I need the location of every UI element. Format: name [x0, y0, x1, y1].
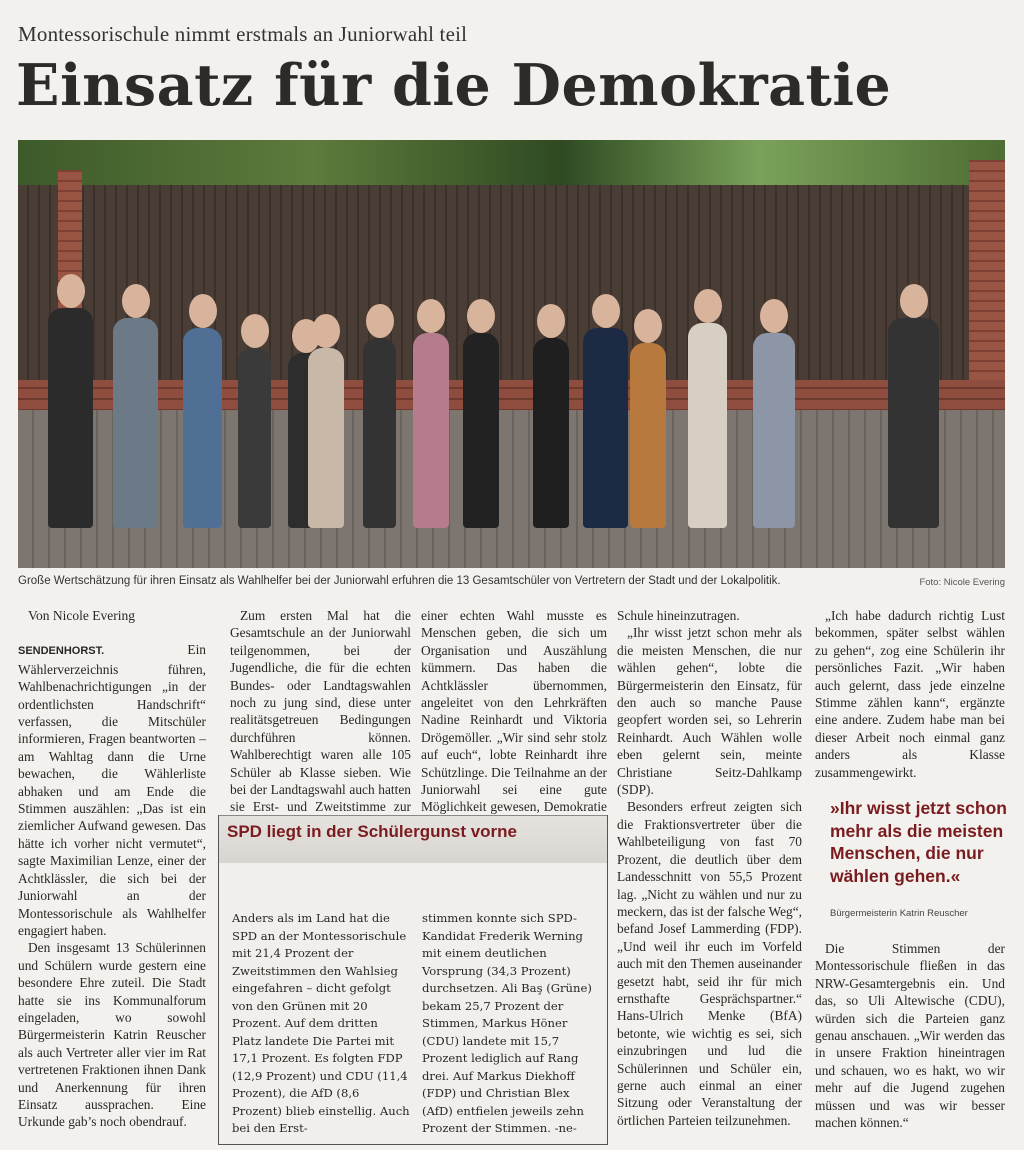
pull-quote-attribution: Bürgermeisterin Katrin Reuscher	[830, 908, 968, 919]
photo-person-head	[592, 294, 620, 328]
pull-quote: »Ihr wisst jetzt schon mehr als die meisten Menschen, die nur wählen gehen.«	[830, 798, 1007, 886]
infobox-title: SPD liegt in der Schülergunst vorne	[219, 815, 607, 863]
photo-person-head	[366, 304, 394, 338]
photo-person	[238, 348, 271, 528]
paragraph	[18, 641, 206, 939]
photo-person-head	[537, 304, 565, 338]
photo-person	[688, 323, 727, 528]
article-column-3	[421, 607, 607, 817]
photo-caption: Große Wertschätzung für ihren Einsatz als Wahlhelfer bei der Juniorwahl erfuhren die 13 Gesamtschüler von Vertretern der Stadt und der Lokalpolitik.	[18, 575, 781, 587]
photo-person-head	[694, 289, 722, 323]
photo-person-head	[241, 314, 269, 348]
article-column-5-top	[815, 607, 1005, 787]
photo-person	[413, 333, 449, 528]
photo-person-head	[417, 299, 445, 333]
photo-person-head	[189, 294, 217, 328]
photo-person	[753, 333, 795, 528]
paragraph: „Ihr wisst jetzt schon mehr als die meisten Menschen, die nur wählen gehen“, lobte die Bürgermeisterin den Einsatz, für den auch so manche Pause geopfert worden sei, so Lehrerin Reinhardt. Auch Wählen wolle eben gelernt sein, meinte Christiane Seitz-Dahlkamp (SDP).	[617, 625, 802, 798]
photo-pavement	[18, 410, 1005, 568]
paragraph: einer echten Wahl musste es Menschen geben, die sich um Organisation und Auszählung kümmern. Das haben die Achtklässler übernommen, angeleitet von den Lehrkräften Nadine Reinhardt und Viktoria Drögemöller. „Wir sind sehr stolz auf euch“, lobte Reinhardt ihre Schützlinge. Die Teilnahme an der Juniorwahl sei eine gute Möglichkeit gewesen, Demokratie	[421, 608, 607, 815]
photo-person	[113, 318, 158, 528]
paragraph: Den insgesamt 13 Schülerinnen und Schülern wurde gestern eine besondere Ehre zuteil. Die Stadt hatte sie ins Kommunalforum eingeladen, wo sowohl Bürgermeisterin Katrin Reuscher als auch Vertreter aller vier im Rat vertretenen Fraktionen ihnen Dank und Anerkennung für ihren Einsatz aussprachen. Eine Urkunde gab’s noch obendrauf.	[18, 940, 206, 1130]
paragraph: Schule hineinzutragen.	[617, 608, 740, 623]
article-kicker: Montessorischule nimmt erstmals an Juniorwahl teil	[18, 22, 468, 46]
infobox-column-1: Anders als im Land hat die SPD an der Montessorischule mit 21,4 Prozent der Zweitstimmen den Wahlsieg eingefahren – dicht gefolgt von den Grünen mit 20 Prozent. Auf dem dritten Platz landete Die Partei mit 17,1 Prozent. Es folgten FDP (12,9 Prozent) und CDU (11,4 Prozent), die AfD (8,6 Prozent) blieb einstellig. Auch bei den Erst-	[232, 911, 410, 1135]
article-column-1	[18, 607, 206, 1147]
photo-person	[308, 348, 344, 528]
photo-credit: Foto: Nicole Evering	[919, 577, 1005, 588]
photo-person-head	[122, 284, 150, 318]
photo-person	[888, 318, 939, 528]
paragraph: Besonders erfreut zeigten sich die Fraktionsvertreter über die Wahlbeteiligung von fast 70 Prozent, die deutlich über dem Landesschnitt von 55,5 Prozent lag. „Nicht zu wählen und nur zu meckern, das ist der falsche Weg“, befand Josef Lammerding (FDP). „Und weil ihr euch im Vorfeld auch mit den Themen auseinander gesetzt habt, seid ihr für mich ernsthafte Gesprächspartner.“ Hans-Ulrich Menke (BfA) betonte, wie wichtig es sei, sich einzubringen und lud die Schülerinnen und Schüler ein, gerne auch einmal an einer Sitzung oder Veranstaltung der örtlichen Parteien teilzunehmen.	[617, 799, 802, 1128]
article-headline: Einsatz für die Demokratie	[16, 52, 892, 119]
paragraph: Die Stimmen der Montessorischule fließen in das NRW-Gesamtergebnis ein. Und das, so Uli Altewische (CDU), würden sich die Parteien ganz genau anschauen. „Wir werden das in unsere Fraktion hineintragen und schauen, wo es hakt, wo wir mehr auf die Jugend zugehen müssen und was wir besser machen können.“	[815, 941, 1005, 1131]
photo-person-head	[467, 299, 495, 333]
paragraph-text: Ein Wählerverzeichnis führen, Wahlbenachrichtigungen „in der ordentlichsten Handschrift“ verfassen, die Mitschüler informieren, Fragen beantworten – am Wahltag dann die Urne bewachen, die Wählerliste abhaken und am Ende die Stimmen auszählen: „Das ist ein ziemlicher Aufwand gewesen. Das hätte ich vorher nicht vermutet“, sagte Maximilian Lenze, einer der Achtklässler, die sich bei der Juniorwahl an der Montessorischule als Wahlhelfer engagiert haben.	[18, 642, 206, 938]
photo-person-head	[312, 314, 340, 348]
infobox-column-2: stimmen konnte sich SPD-Kandidat Frederik Werning mit einem deutlichen Vorsprung (34,3 Prozent) durchsetzen. Ali Baş (Grüne) bekam 25,7 Prozent der Stimmen, Markus Höner (CDU) landete mit 15,7 Prozent lediglich auf Rang drei. Auf Markus Diekhoff (FDP) und Christian Blex (AfD) entfielen jeweils zehn Prozent der Stimmen. -ne-	[422, 911, 592, 1135]
infobox	[218, 815, 608, 1145]
paragraph: Zum ersten Mal hat die Gesamtschule an der Juniorwahl teilgenommen, bei der Jugendliche, die für die echten Bundes- oder Landtagswahlen noch zu jung sind, diese unter realitätsgetreuen Bedingungen durchführen können. Wahlberechtigt waren alle 105 Schüler ab Klasse sieben. Wie bei der Landtagswahl auch hatten sie Erst- und Zweitstimme zur	[230, 608, 411, 815]
byline: Von Nicole Evering	[28, 608, 135, 623]
article-column-2	[230, 607, 411, 817]
paragraph: „Ich habe dadurch richtig Lust bekommen, später selbst wählen zu gehen“, zog eine Schülerin ihr persönliches Fazit. „Wir haben auch gelernt, dass jede einzelne Stimme zählen kann“, ergänzte eine andere. Zudem habe man bei dieser Arbeit noch einmal ganz anders als Klasse zusammengewirkt.	[815, 608, 1005, 780]
photo-person	[183, 328, 222, 528]
photo-person	[48, 308, 93, 528]
photo-person	[463, 333, 499, 528]
article-column-5-bottom	[815, 940, 1005, 1140]
photo-person	[583, 328, 628, 528]
photo-person-head	[634, 309, 662, 343]
photo-person-head	[760, 299, 788, 333]
photo-person	[363, 338, 396, 528]
photo-caption-row	[18, 575, 1005, 588]
photo-person	[630, 343, 666, 528]
article-column-4	[617, 607, 802, 1147]
group-photo	[18, 140, 1005, 568]
photo-person-head	[900, 284, 928, 318]
photo-person-head	[57, 274, 85, 308]
photo-person	[533, 338, 569, 528]
dateline: SENDENHORST.	[18, 645, 105, 658]
